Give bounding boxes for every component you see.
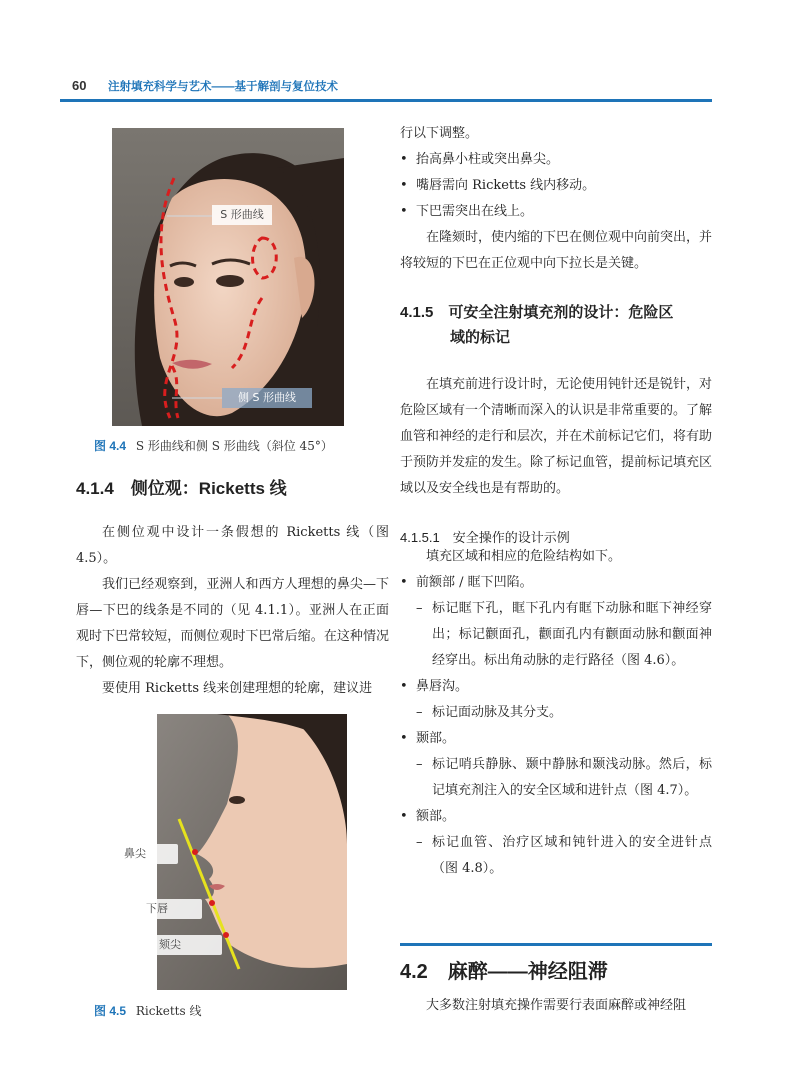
paragraph: 要使用 Ricketts 线来创建理想的轮廓，建议进 xyxy=(102,681,373,696)
header-rule xyxy=(60,99,712,102)
list-item: • 抬高鼻小柱或突出鼻尖。 xyxy=(400,147,712,173)
list-item: • 下巴需突出在线上。 xyxy=(400,199,712,225)
list-subitem: – 标记血管、治疗区域和钝针进入的安全进针点（图 4.8）。 xyxy=(400,830,712,882)
section-heading-4-1-4: 4.1.4 侧位观：Ricketts 线 xyxy=(76,479,287,498)
paragraph: 大多数注射填充操作需要行表面麻醉或神经阻 xyxy=(426,998,687,1013)
label-nose-tip: 鼻尖 xyxy=(92,844,178,864)
figure-caption-text: S 形曲线和侧 S 形曲线（斜位 45°） xyxy=(135,439,333,453)
face-oblique-illustration xyxy=(112,128,344,426)
figure-4-5-caption xyxy=(94,1002,201,1019)
subsection-heading-4-1-5-1: 4.1.5.1 安全操作的设计示例 xyxy=(400,530,570,545)
figure-caption-text: Ricketts 线 xyxy=(135,1004,202,1018)
figure-caption-number: 图 4.5 xyxy=(94,1004,127,1018)
running-header-title: 注射填充科学与艺术——基于解剖与复位技术 xyxy=(108,81,338,93)
paragraph: 在隆颏时，使内缩的下巴在侧位观中向前突出，并将较短的下巴在正位观中向下拉长是关键。 xyxy=(400,230,713,271)
right-column-top xyxy=(400,121,712,277)
paragraph: 我们已经观察到，亚洲人和西方人理想的鼻尖—下唇—下巴的线条是不同的（见 4.1.1）。亚洲人在正面观时下巴常较短，而侧位观时下巴常后缩。在这种情况下，侧位观的轮廓不理想。 xyxy=(76,577,389,670)
heading-line: 4.1.5 可安全注射填充剂的设计：危险区 xyxy=(400,304,674,321)
list-subitem: – 标记眶下孔，眶下孔内有眶下动脉和眶下神经穿出；标记颧面孔，颧面孔内有颧面动脉和颧面神经穿出。标出角动脉的走行路径（图 4.6）。 xyxy=(400,596,712,674)
list-subitem: – 标记哨兵静脉、颞中静脉和颞浅动脉。然后，标记填充剂注入的安全区域和进针点（图 4.7）。 xyxy=(400,752,712,804)
list-item: • 嘴唇需向 Ricketts 线内移动。 xyxy=(400,173,712,199)
heading-line: 域的标记 xyxy=(450,329,511,346)
list-item: • 前额部 / 眶下凹陷。 xyxy=(400,570,712,596)
label-side-s-curve: 侧 S 形曲线 xyxy=(222,388,312,408)
section-rule xyxy=(400,943,712,946)
section-heading-4-2: 4.2 麻醉——神经阻滞 xyxy=(400,961,608,983)
paragraph: 填充区域和相应的危险结构如下。 xyxy=(426,549,622,564)
list-item: • 颞部。 xyxy=(400,726,712,752)
section-heading-4-1-5 xyxy=(400,300,712,350)
figure-4-4-caption xyxy=(94,437,333,454)
paragraph-continuation: 行以下调整。 xyxy=(400,126,479,141)
label-s-curve: S 形曲线 xyxy=(212,205,272,225)
label-chin: 颏尖 xyxy=(118,935,222,955)
figure-4-4-image xyxy=(112,128,344,426)
paragraph: 在填充前进行设计时，无论使用钝针还是锐针，对危险区域有一个清晰而深入的认识是非常重要的。了解血管和神经的走行和层次，并在术前标记它们，将有助于预防并发症的发生。除了标记血管，提前标记填充区域以及安全线也是有帮助的。 xyxy=(400,377,713,496)
danger-zone-list xyxy=(400,544,712,882)
nose-tip-point xyxy=(192,849,198,855)
paragraph: 在侧位观中设计一条假想的 Ricketts 线（图 4.5）。 xyxy=(76,525,389,566)
lower-lip-point xyxy=(209,900,215,906)
page-number: 60 xyxy=(72,78,87,93)
figure-caption-number: 图 4.4 xyxy=(94,439,127,453)
chin-point xyxy=(223,932,229,938)
list-subitem: – 标记面动脉及其分支。 xyxy=(400,700,712,726)
list-item: • 鼻唇沟。 xyxy=(400,674,712,700)
label-lower-lip: 下唇 xyxy=(112,899,202,919)
list-item: • 额部。 xyxy=(400,804,712,830)
